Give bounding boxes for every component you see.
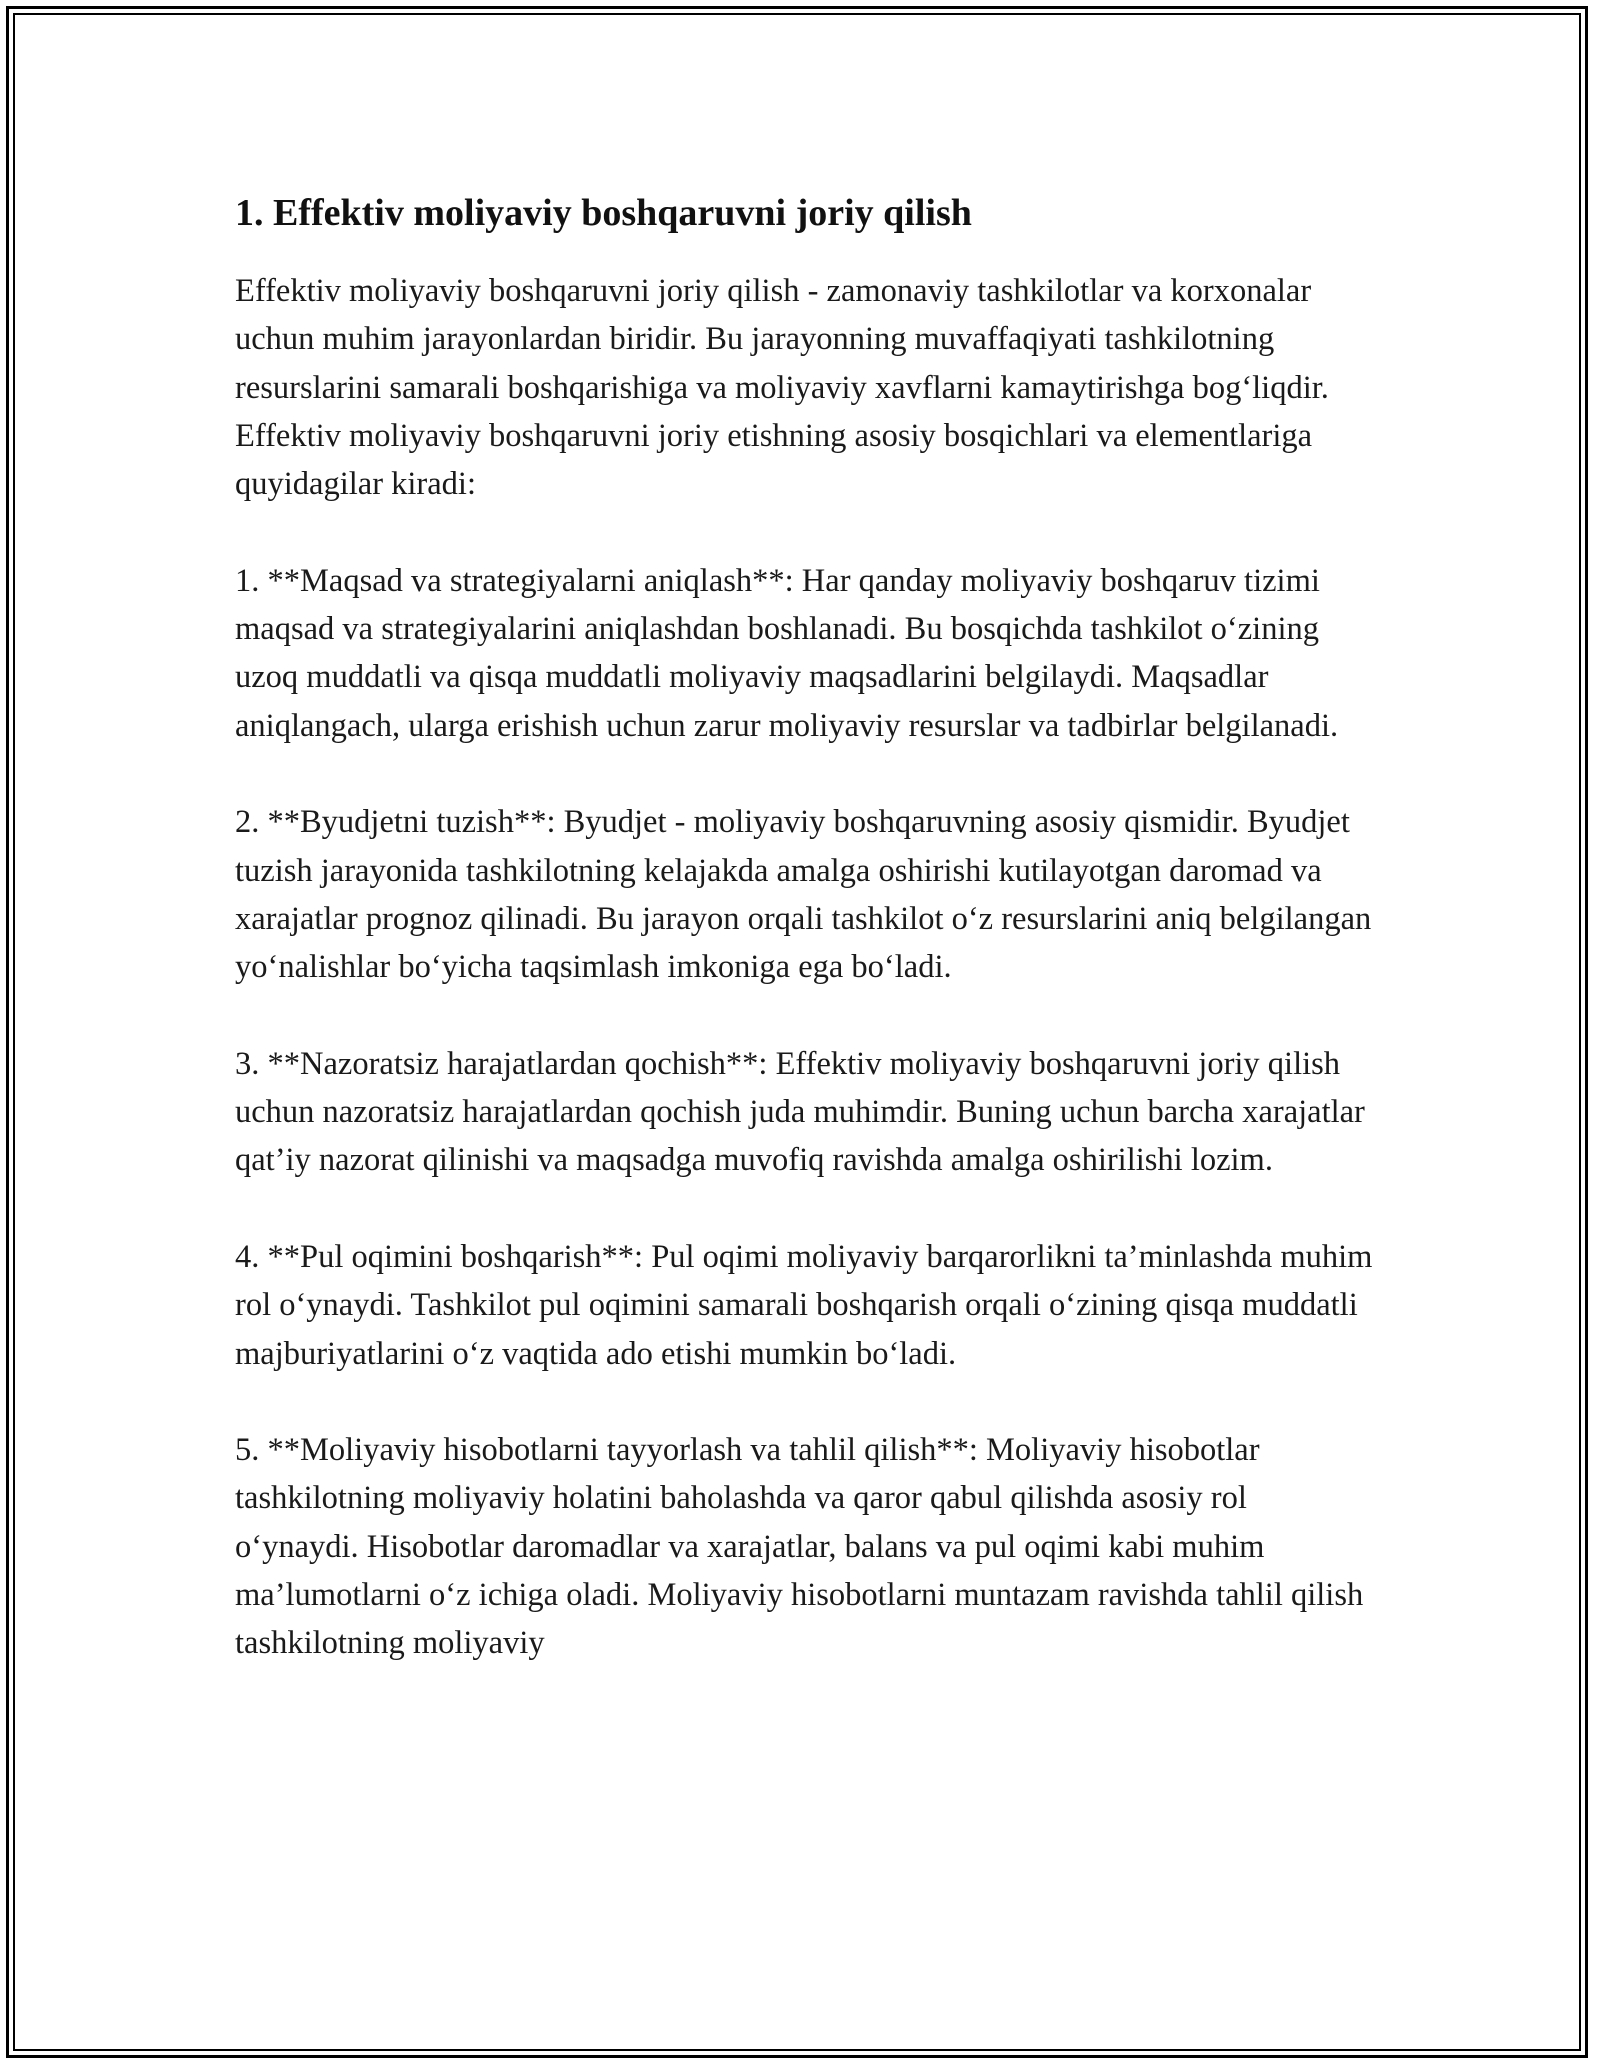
section-heading: 1. Effektiv moliyaviy boshqaruvni joriy qilish	[235, 192, 972, 234]
list-item-5-paragraph: 5. **Moliyaviy hisobotlarni tayyorlash va tahlil qilish**: Moliyaviy hisobotlar tashkilotning moliyaviy holatini baholashda va qaror qabul qilishda asosiy rol o‘ynaydi. Hisobotlar daromadlar va xarajatlar, balans va pul oqimi kabi muhim ma’lumotlarni o‘z ichiga oladi. Moliyaviy hisobotlarni muntazam ravishda tahlil qilish tashkilotning moliyaviy	[235, 1432, 1364, 1662]
document-body	[235, 185, 1375, 1716]
list-item-1-paragraph: 1. **Maqsad va strategiyalarni aniqlash**: Har qanday moliyaviy boshqaruv tizimi maqsad va strategiyalarini aniqlashdan boshlanadi. Bu bosqichda tashkilot o‘zining uzoq muddatli va qisqa muddatli moliyaviy maqsadlarini belgilaydi. Maqsadlar aniqlangach, ularga erishish uchun zarur moliyaviy resurslar va tadbirlar belgilanadi.	[235, 562, 1339, 744]
list-item-2-paragraph: 2. **Byudjetni tuzish**: Byudjet - moliyaviy boshqaruvning asosiy qismidir. Byudjet tuzish jarayonida tashkilotning kelajakda amalga oshirishi kutilayotgan daromad va xarajatlar prognoz qilinadi. Bu jarayon orqali tashkilot o‘z resurslarini aniq belgilangan yo‘nalishlar bo‘yicha taqsimlash imkoniga ega bo‘ladi.	[235, 804, 1372, 986]
list-item-3-paragraph: 3. **Nazoratsiz harajatlardan qochish**: Effektiv moliyaviy boshqaruvni joriy qilish uchun nazoratsiz harajatlardan qochish juda muhimdir. Buning uchun barcha xarajatlar qat’iy nazorat qilinishi va maqsadga muvofiq ravishda amalga oshirilishi lozim.	[235, 1045, 1365, 1179]
intro-paragraph: Effektiv moliyaviy boshqaruvni joriy qilish - zamonaviy tashkilotlar va korxonalar uchun muhim jarayonlardan biridir. Bu jarayonning muvaffaqiyati tashkilotning resurslarini samarali boshqarishiga va moliyaviy xavflarni kamaytirishga bog‘liqdir. Effektiv moliyaviy boshqaruvni joriy etishning asosiy bosqichlari va elementlariga quyidagilar kiradi:	[235, 273, 1329, 503]
list-item-4-paragraph: 4. **Pul oqimini boshqarish**: Pul oqimi moliyaviy barqarorlikni ta’minlashda muhim rol o‘ynaydi. Tashkilot pul oqimini samarali boshqarish orqali o‘zining qisqa muddatli majburiyatlarini o‘z vaqtida ado etishi mumkin bo‘ladi.	[235, 1238, 1373, 1372]
